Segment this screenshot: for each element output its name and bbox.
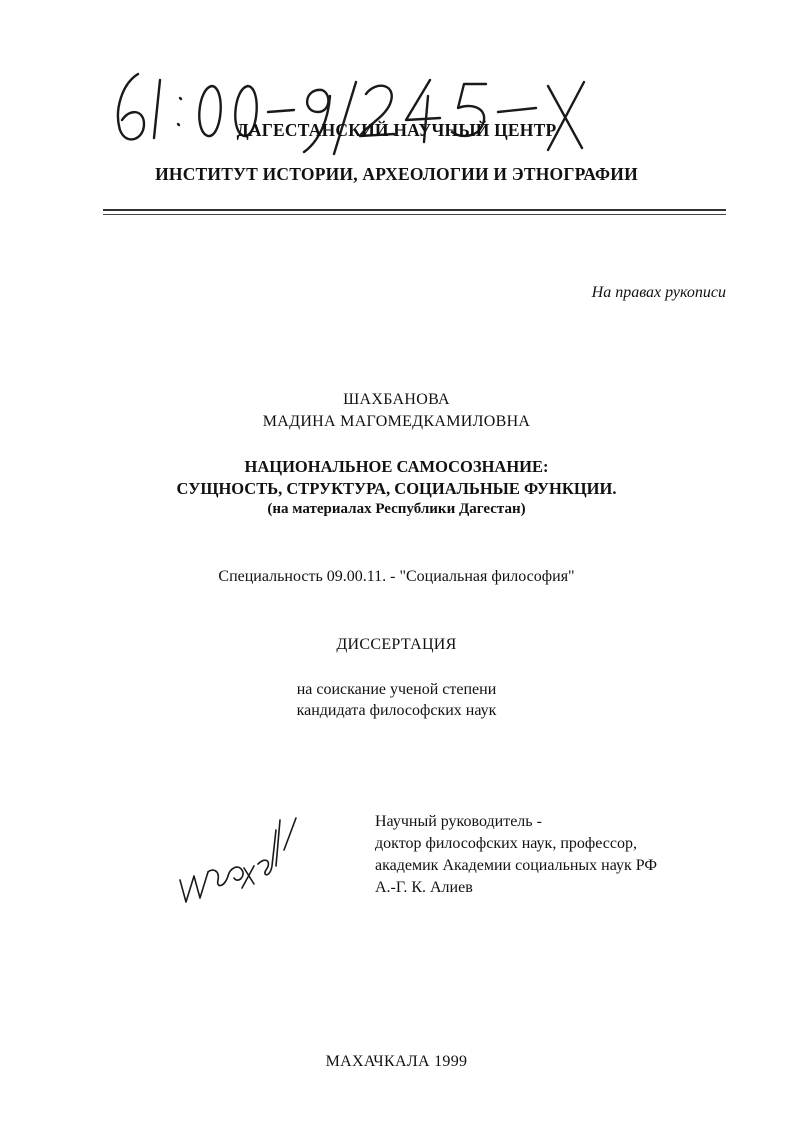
supervisor-degree: доктор философских наук, профессор,	[375, 835, 637, 852]
document-type: ДИССЕРТАЦИЯ	[336, 636, 457, 653]
organization-name: ДАГЕСТАНСКИЙ НАУЧНЫЙ ЦЕНТР	[236, 120, 557, 140]
supervisor-role: Научный руководитель -	[375, 813, 542, 830]
handwritten-archive-number	[108, 62, 598, 157]
supervisor-membership: академик Академии социальных наук РФ	[375, 857, 658, 874]
specialty-line: Специальность 09.00.11. - "Социальная философия"	[218, 568, 575, 585]
author-signature	[172, 810, 302, 920]
degree-line-1: на соискание ученой степени	[296, 681, 497, 698]
header-rule-thick	[103, 209, 726, 211]
institute-name: ИНСТИТУТ ИСТОРИИ, АРХЕОЛОГИИ И ЭТНОГРАФИИ	[155, 164, 638, 184]
place-and-year: МАХАЧКАЛА 1999	[325, 1053, 468, 1070]
author-name: МАДИНА МАГОМЕДКАМИЛОВНА	[262, 413, 531, 430]
header-rule-thin	[103, 214, 726, 215]
degree-line-2: кандидата философских наук	[296, 702, 497, 719]
supervisor-name: А.-Г. К. Алиев	[375, 879, 473, 896]
author-surname: ШАХБАНОВА	[343, 391, 450, 408]
manuscript-note: На правах рукописи	[591, 284, 726, 301]
dissertation-title-subtitle: (на материалах Республики Дагестан)	[267, 501, 526, 517]
dissertation-title-line-2: СУЩНОСТЬ, СТРУКТУРА, СОЦИАЛЬНЫЕ ФУНКЦИИ.	[176, 479, 617, 498]
dissertation-title-line-1: НАЦИОНАЛЬНОЕ САМОСОЗНАНИЕ:	[244, 457, 549, 476]
